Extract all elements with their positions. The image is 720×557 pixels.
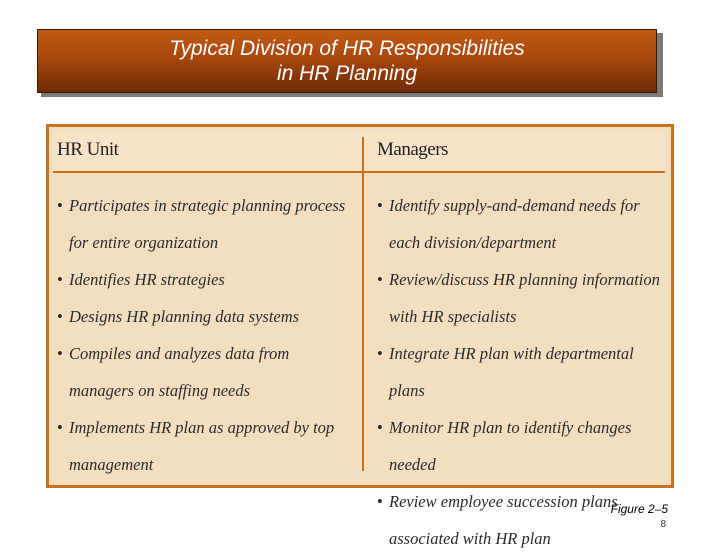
list-item-text: Implements HR plan as approved by top management <box>69 418 335 474</box>
bullet-icon: • <box>57 344 63 363</box>
header-managers: Managers <box>377 139 448 160</box>
list-item-text: Identify supply-and-demand needs for each division/department <box>389 196 640 252</box>
title-line-2: in HR Planning <box>276 62 418 85</box>
header-hr-unit: HR Unit <box>57 139 119 160</box>
page-number: 8 <box>660 519 666 530</box>
list-item-text: Compiles and analyzes data from managers on staffing needs <box>69 344 290 400</box>
list-item-text: Review/discuss HR planning information with HR specialists <box>389 270 660 326</box>
list-item <box>377 335 667 409</box>
bullet-icon: • <box>57 270 63 289</box>
bullet-icon: • <box>57 196 63 215</box>
list-item <box>57 298 347 335</box>
bullet-icon: • <box>377 196 383 215</box>
slide-title <box>37 29 657 93</box>
list-item-text: Review employee succession plans associated with HR plan <box>389 492 618 548</box>
bullet-icon: • <box>377 418 383 437</box>
figure-caption: Figure 2–5 <box>610 502 668 516</box>
list-item-text: Identifies HR strategies <box>69 270 225 289</box>
title-line-1: Typical Division of HR Responsibilities <box>169 37 525 60</box>
list-item-text: Integrate HR plan with departmental plans <box>389 344 634 400</box>
bullet-icon: • <box>57 307 63 326</box>
list-item <box>57 335 347 409</box>
list-item-text: Designs HR planning data systems <box>69 307 300 326</box>
table-header-row <box>53 133 665 173</box>
bullet-icon: • <box>377 270 383 289</box>
list-item-text: Participates in strategic planning process for entire organization <box>69 196 346 252</box>
list-item <box>377 187 667 261</box>
bullet-icon: • <box>377 492 383 511</box>
hr-unit-column <box>57 187 347 483</box>
column-divider <box>362 137 364 471</box>
bullet-icon: • <box>57 418 63 437</box>
list-item <box>57 187 347 261</box>
list-item <box>377 261 667 335</box>
list-item <box>57 409 347 483</box>
bullet-icon: • <box>377 344 383 363</box>
list-item <box>377 409 667 483</box>
list-item-text: Monitor HR plan to identify changes needed <box>389 418 632 474</box>
list-item <box>377 483 667 557</box>
list-item <box>57 261 347 298</box>
